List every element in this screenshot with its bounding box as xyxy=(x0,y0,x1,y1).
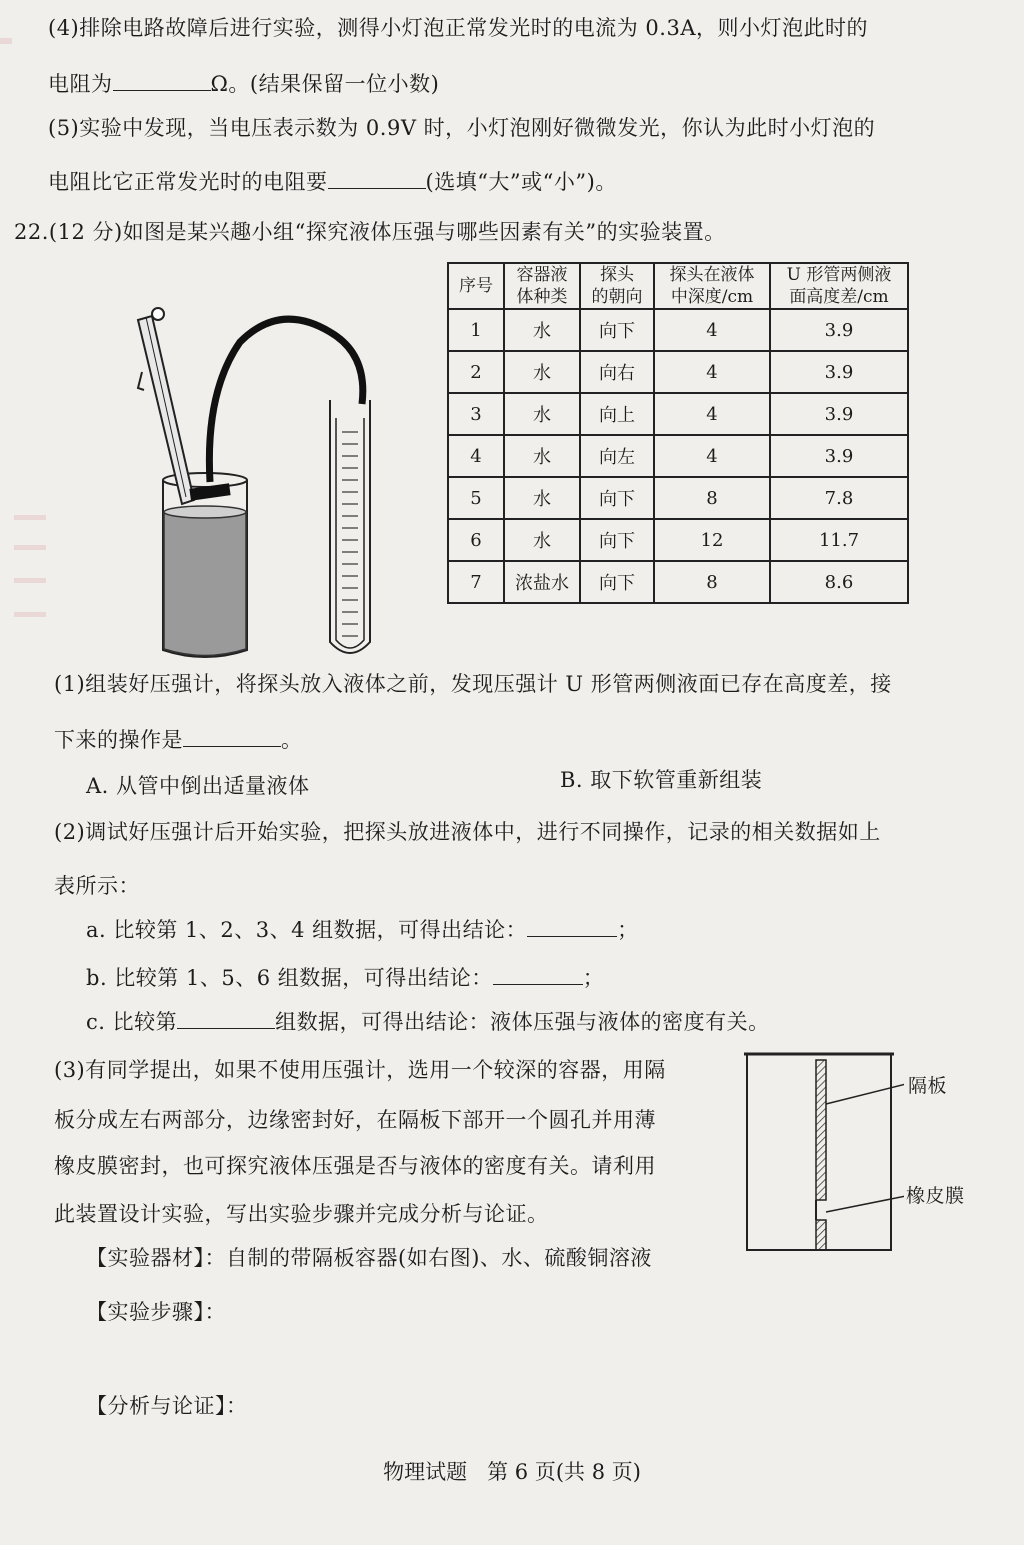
scan-mark xyxy=(14,612,46,617)
q22-s3-line4: 此装置设计实验，写出实验步骤并完成分析与论证。 xyxy=(54,1202,549,1226)
pressure-gauge-apparatus-figure xyxy=(130,272,390,672)
option-a: A. 从管中倒出适量液体 xyxy=(86,774,310,798)
scan-mark xyxy=(14,578,46,583)
analysis-heading: 【分析与论证】： xyxy=(86,1394,248,1418)
footer-page: 第 6 页(共 8 页) xyxy=(487,1460,641,1484)
header-cell: 序号 xyxy=(448,263,504,309)
q22-s3-line1: (3)有同学提出，如果不使用压强计，选用一个较深的容器，用隔 xyxy=(54,1058,666,1082)
answer-blank[interactable] xyxy=(183,728,281,747)
label-partition: 隔板 xyxy=(908,1075,948,1097)
table-row: 1 水 向下 4 3.9 xyxy=(448,309,908,351)
q22-title: 22.(12 分)如图是某兴趣小组“探究液体压强与哪些因素有关”的实验装置。 xyxy=(14,220,726,244)
q21-p5-line2: 电阻比它正常发光时的电阻要 (选填“大”或“小”)。 xyxy=(48,170,617,194)
answer-blank[interactable] xyxy=(113,72,211,91)
table-row: 4 水 向左 4 3.9 xyxy=(448,435,908,477)
header-cell: 容器液 体种类 xyxy=(504,263,580,309)
scan-mark xyxy=(14,515,46,520)
header-cell: 探头 的朝向 xyxy=(580,263,654,309)
steps-heading: 【实验步骤】： xyxy=(86,1300,226,1324)
q21-p4-line2: 电阻为 Ω。(结果保留一位小数) xyxy=(48,72,440,96)
table-row: 3 水 向上 4 3.9 xyxy=(448,393,908,435)
table-row: 6 水 向下 12 11.7 xyxy=(448,519,908,561)
page-footer xyxy=(0,1456,1024,1486)
answer-blank[interactable] xyxy=(527,918,617,937)
materials-line: 【实验器材】：自制的带隔板容器(如右图)、水、硫酸铜溶液 xyxy=(86,1246,652,1270)
q22-s2-b: b. 比较第 1、5、6 组数据，可得出结论： ； xyxy=(86,966,605,990)
scan-mark xyxy=(14,545,46,550)
q22-s1-line1: (1)组装好压强计，将探头放入液体之前，发现压强计 U 形管两侧液面已存在高度差，接 xyxy=(54,672,892,696)
q22-s2-c: c. 比较第 组数据，可得出结论：液体压强与液体的密度有关。 xyxy=(86,1010,770,1034)
q21-p5-line1: (5)实验中发现，当电压表示数为 0.9V 时，小灯泡刚好微微发光，你认为此时小灯泡的 xyxy=(48,116,876,140)
answer-blank[interactable] xyxy=(177,1010,275,1029)
answer-blank[interactable] xyxy=(328,170,426,189)
q22-s2-line1: (2)调试好压强计后开始实验，把探头放进液体中，进行不同操作，记录的相关数据如上 xyxy=(54,820,881,844)
label-membrane: 橡皮膜 xyxy=(906,1185,965,1207)
q22-s2-a: a. 比较第 1、2、3、4 组数据，可得出结论： ； xyxy=(86,918,639,942)
q22-s3-line3: 橡皮膜密封，也可探究液体压强是否与液体的密度有关。请利用 xyxy=(54,1154,656,1178)
scan-mark xyxy=(0,38,12,44)
q22-s2-line2: 表所示： xyxy=(54,874,140,898)
q21-p4-line1: (4)排除电路故障后进行实验，测得小灯泡正常发光时的电流为 0.3A，则小灯泡此时的 xyxy=(48,16,868,40)
answer-blank[interactable] xyxy=(493,966,583,985)
footer-subject: 物理试题 xyxy=(383,1460,468,1484)
table-header-row xyxy=(448,263,908,309)
table-row: 7 浓盐水 向下 8 8.6 xyxy=(448,561,908,603)
table-row: 5 水 向下 8 7.8 xyxy=(448,477,908,519)
partition-container-figure xyxy=(744,1048,904,1258)
header-cell: 探头在液体 中深度/cm xyxy=(654,263,770,309)
q22-s1-line2: 下来的操作是 。 xyxy=(54,728,303,752)
q22-s3-line2: 板分成左右两部分，边缘密封好，在隔板下部开一个圆孔并用薄 xyxy=(54,1108,656,1132)
table-row: 2 水 向右 4 3.9 xyxy=(448,351,908,393)
option-b: B. 取下软管重新组装 xyxy=(560,768,763,792)
data-table xyxy=(447,262,909,604)
header-cell: U 形管两侧液 面高度差/cm xyxy=(770,263,908,309)
